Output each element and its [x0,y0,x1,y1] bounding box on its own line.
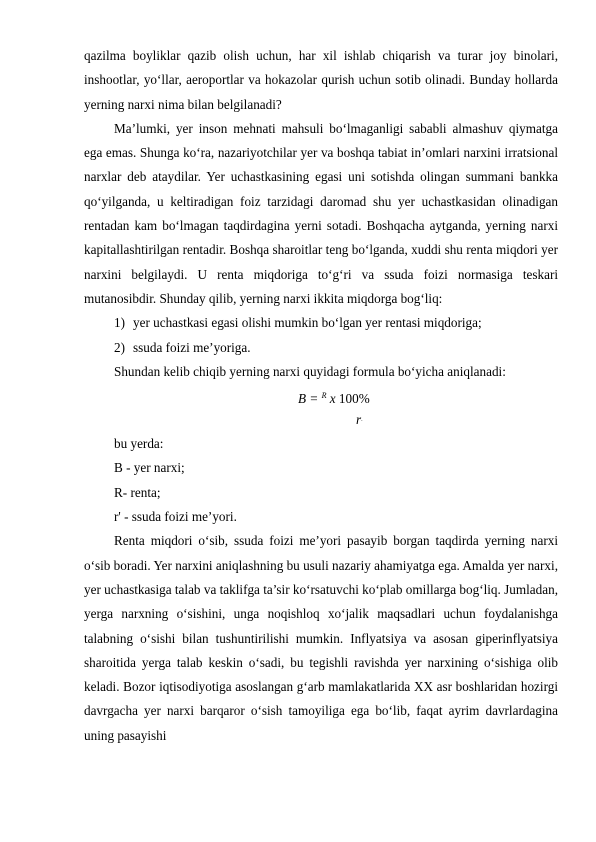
definition-item: B - yer narxi; [114,460,185,476]
definition-item: R- renta; [114,484,161,500]
where-label: bu yerda: [114,436,164,452]
formula-percent: 100% [338,391,370,407]
paragraph-2: Ma’lumki, yer inson mehnati mahsuli bo‘lmaganligi sababli almashuv qiymatga ega emas. Shunga ko‘ra, nazariyotchilar yer va boshqa tabiat in’omlari narxini irratsional narxlar deb ataydilar. Yer uchastkasining egasi uni sotishda olingan summani bankka qo‘yilganda, u keltiradigan foiz tarzidagi daromad shu yer uchastkasidan olinadigan rentadan kam bo‘lmagan taqdirdagina yerni sotadi. Boshqacha aytganda, yerning narxi kapitallashtirilgan rentadir. Boshqa sharoitlar teng bo‘lganda, xuddi shu renta miqdori yer narxini belgilaydi. U renta miqdoriga to‘g‘ri va ssuda foizi normasiga teskari mutanosibdir. Shunday qilib, yerning narxi ikkita miqdorga bog‘liq: [84,120,558,306]
list-text: yer uchastkasi egasi olishi mumkin bo‘lgan yer rentasi miqdoriga; [133,315,482,331]
formula-denominator [356,408,363,432]
paragraph-3: Renta miqdori o‘sib, ssuda foizi me’yori pasayib borgan taqdirda yerning narxi o‘sib boradi. Yer narxini aniqlashning bu usuli nazariy ahamiyatga ega. Amalda yer narxi, yer uchastkasiga talab va taklifga ta’sir ko‘rsatuvchi ko‘plab omillarga bog‘liq. Jumladan, yerga narxning o‘sishini, unga noqishloq xo‘jalik maqsadlari uchun foydalanishga talabning o‘sishi bilan tushuntirilishi mumkin. Inflyatsiya va asosan giperinflyatsiya sharoitida yerga talab keskin o‘sadi, bu tegishli ravishda yer narxining o‘sishiga olib keladi. Bozor iqtisodiyotiga asoslangan g‘arb mamlakatlarida XX asr boshlaridan hozirgi davrgacha yer narxi barqaror o‘sish tamoyiliga ega bo‘lib, faqat ayrim davrlardagina uning pasayishi [84,533,558,743]
price-formula [84,384,558,432]
formula-rent-symbol: R [321,391,327,401]
formula-prime-mark: . [361,417,363,424]
definition-item: r' - ssuda foizi me’yori. [114,509,237,525]
document-page [84,44,558,748]
formula-lhs: B = [298,391,322,407]
paragraph-1: qazilma boyliklar qazib olish uchun, har xil ishlab chiqarish va turar joy binolari, inshootlar, yo‘llar, aeroportlar va hokazolar qurish uchun sotib olinadi. Bunday hollarda yerning narxi nima bilan belgilanadi? [84,48,558,112]
formula-times: x [326,391,339,407]
formula-numerator-line [298,384,370,411]
list-number: 1) [114,315,125,331]
list-text: ssuda foizi me’yoriga. [133,339,251,355]
formula-denominator-symbol: r [356,412,362,428]
formula-intro: Shundan kelib chiqib yerning narxi quyidagi formula bo‘yicha aniqlanadi: [114,363,506,379]
list-item [84,336,558,360]
list-number: 2) [114,339,125,355]
list-item [84,311,558,335]
